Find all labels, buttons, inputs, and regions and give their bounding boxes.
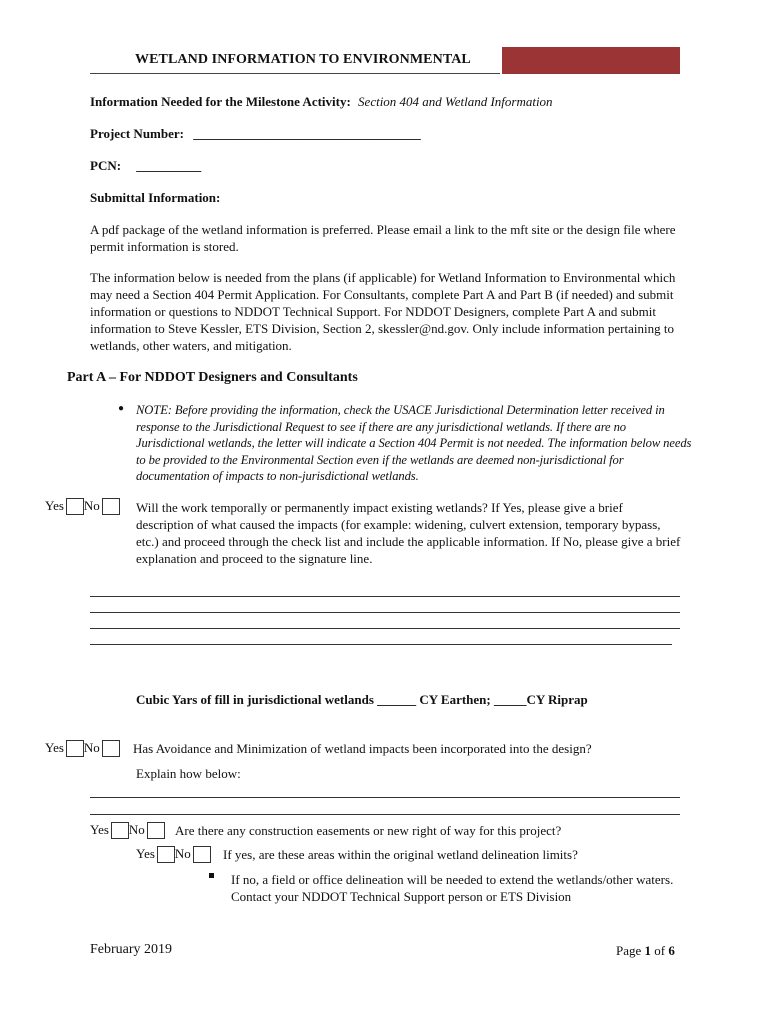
q4-yes-checkbox[interactable] (157, 846, 175, 863)
page-current: 1 (644, 943, 652, 958)
project-number-row (90, 126, 421, 142)
submittal-paragraph: A pdf package of the wetland information is preferred. Please email a link to the mft site or the design file where permit information is stored. (90, 222, 676, 254)
explanation-line[interactable] (90, 814, 680, 815)
square-bullet-icon (209, 873, 214, 878)
q2-yes-no (45, 740, 120, 757)
pcn-field[interactable]: __________ (136, 158, 202, 173)
q3-yes-checkbox[interactable] (111, 822, 129, 839)
yes-label: Yes (45, 498, 64, 513)
header-divider (90, 73, 500, 74)
q4-sub-text: If no, a field or office delineation will be needed to extend the wetlands/other waters. Contact your NDDOT Technical Support person or ETS Division (231, 872, 674, 904)
project-number-field[interactable]: ___________________________________ (193, 126, 421, 141)
q2-yes-checkbox[interactable] (66, 740, 84, 757)
submittal-heading: Submittal Information: (90, 190, 221, 205)
q3-text: Are there any construction easements or new right of way for this project? (175, 823, 562, 838)
header-accent-bar (502, 47, 680, 74)
q2-explain-label: Explain how below: (136, 766, 241, 781)
explanation-line[interactable] (90, 612, 680, 613)
page-number (616, 943, 675, 959)
milestone-label: Information Needed for the Milestone Activity: (90, 94, 351, 109)
q1-text: Will the work temporally or permanently impact existing wetlands? If Yes, please give a brief description of what caused the impacts (for example: widening, culvert extension, temporary bypass, etc.) and proceed through the check list and include the applicable information. If No, please give a brief explanation and proceed to the signature line. (136, 500, 681, 566)
yes-label: Yes (90, 822, 109, 837)
page-of: of (651, 943, 669, 958)
q4-no-checkbox[interactable] (193, 846, 211, 863)
pcn-label: PCN: (90, 158, 122, 173)
q4-text: If yes, are these areas within the original wetland delineation limits? (223, 847, 578, 862)
no-label: No (174, 846, 191, 861)
q2-text: Has Avoidance and Minimization of wetland impacts been incorporated into the design? (133, 741, 592, 756)
q1-no-checkbox[interactable] (102, 498, 120, 515)
footer-date: February 2019 (90, 942, 173, 957)
page-total: 6 (668, 943, 675, 958)
part-a-heading: Part A – For NDDOT Designers and Consultants (67, 370, 358, 385)
bullet-icon: ● (118, 403, 125, 414)
no-label: No (128, 822, 145, 837)
instructions-paragraph: The information below is needed from the plans (if applicable) for Wetland Information to Environmental which may need a Section 404 Permit Application. For Consultants, complete Part A and Part B (if needed) and submit information or questions to NDDOT Technical Support. For NDDOT Designers, complete Part A and submit information to Steve Kessler, ETS Division, Section 2, skessler@nd.gov. Only include information pertaining to wetlands, other waters, and mitigation. (90, 270, 676, 353)
explanation-line[interactable] (90, 596, 680, 597)
explanation-line[interactable] (90, 797, 680, 798)
no-label: No (83, 498, 100, 513)
project-number-label: Project Number: (90, 126, 184, 141)
q2-no-checkbox[interactable] (102, 740, 120, 757)
milestone-row (90, 94, 553, 110)
yes-label: Yes (45, 740, 64, 755)
page-prefix: Page (616, 943, 645, 958)
explanation-line[interactable] (90, 644, 672, 645)
no-label: No (83, 740, 100, 755)
milestone-value: Section 404 and Wetland Information (358, 94, 553, 109)
q1-yes-checkbox[interactable] (66, 498, 84, 515)
part-a-note: NOTE: Before providing the information, check the USACE Jurisdictional Determination letter received in response to the Jurisdictional Request to see if there are any jurisdictional wetlands. If there are no Jurisdictional wetlands, the letter will indicate a Section 404 Permit is not needed. The information below needs to be provided to the Environmental Section even if the wetlands are deemed non-jurisdictional for documentation of impacts to non-jurisdictional wetlands. (136, 403, 692, 483)
pcn-row (90, 158, 201, 174)
q4-yes-no (136, 846, 211, 863)
cubic-yards-line: Cubic Yars of fill in jurisdictional wetlands ______ CY Earthen; _____CY Riprap (136, 692, 588, 707)
q3-no-checkbox[interactable] (147, 822, 165, 839)
explanation-line[interactable] (90, 628, 680, 629)
q3-yes-no (90, 822, 165, 839)
yes-label: Yes (136, 846, 155, 861)
q1-yes-no (45, 498, 120, 515)
page-title: WETLAND INFORMATION TO ENVIRONMENTAL (135, 52, 471, 67)
